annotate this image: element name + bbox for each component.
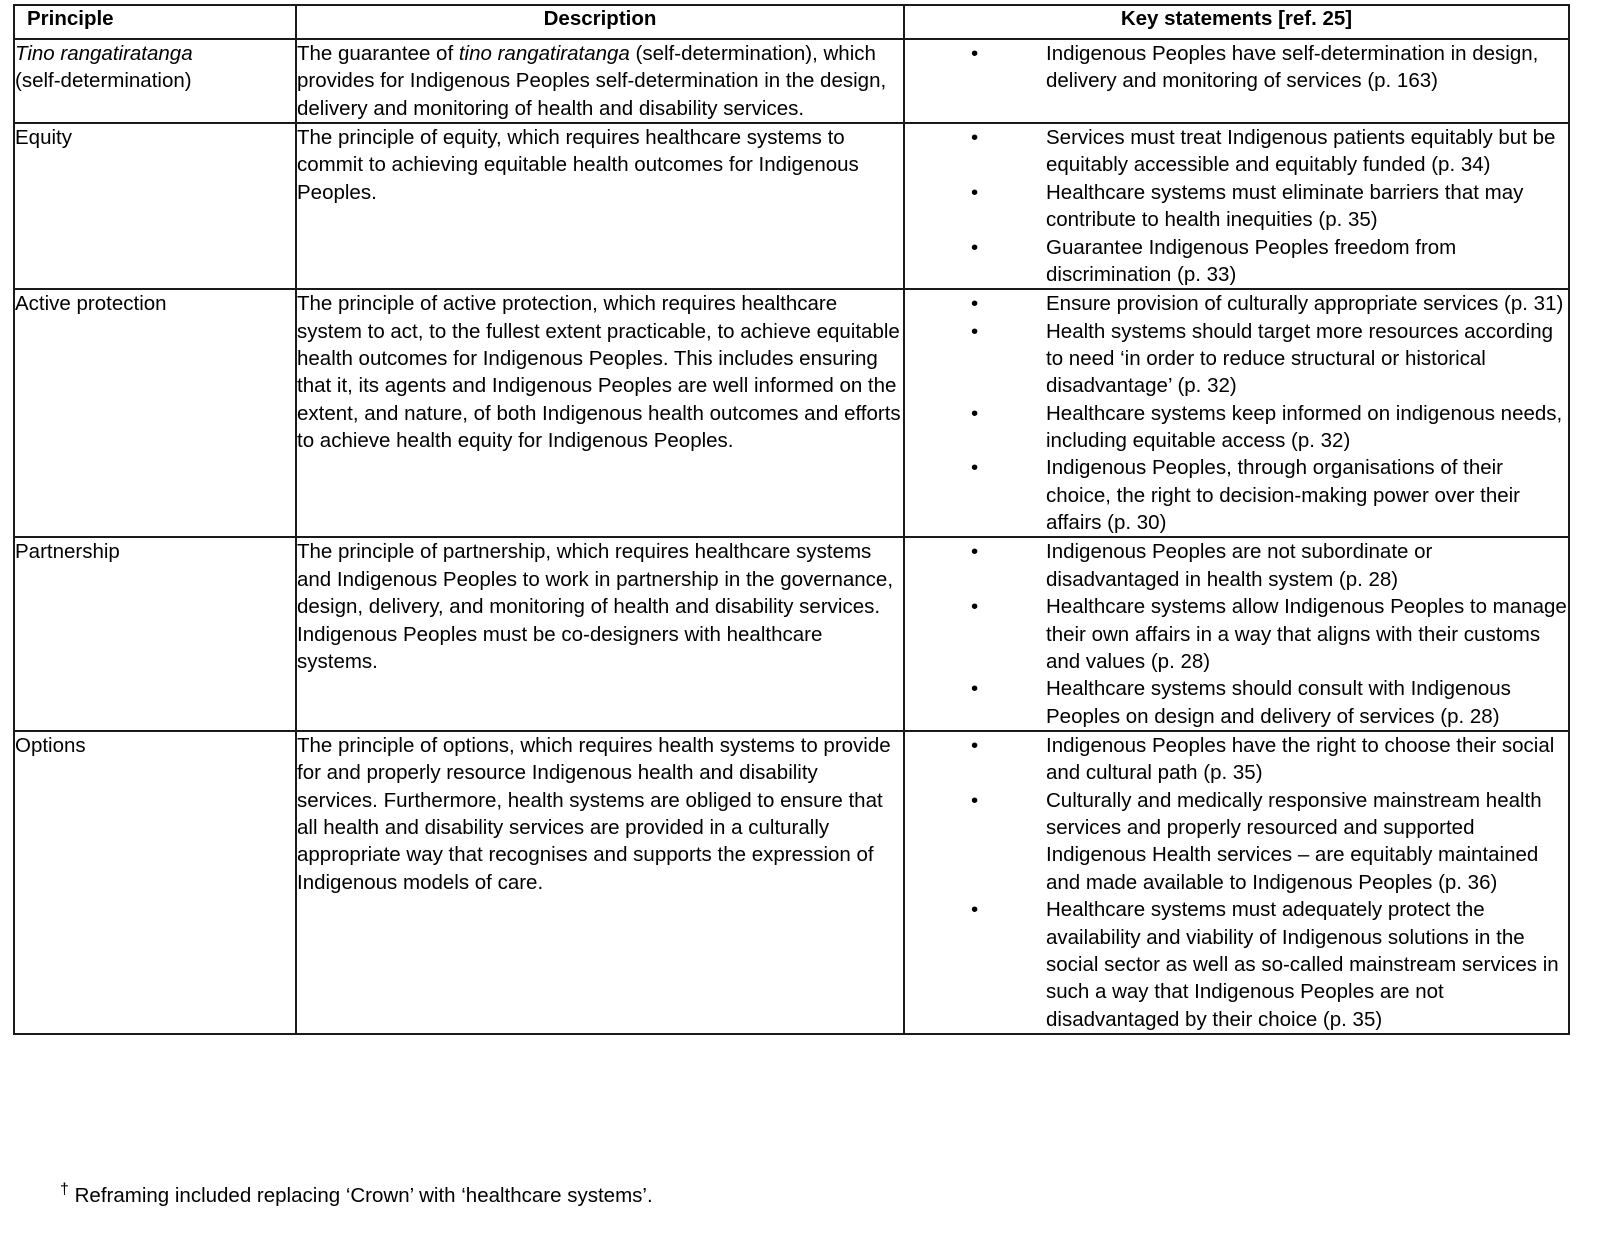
- list-item: [905, 732, 1568, 787]
- list-item-text: Health systems should target more resources according to need ‘in order to reduce structural or historical disadvantage’ (p. 32): [1046, 319, 1554, 398]
- list-item-text: Healthcare systems must eliminate barriers that may contribute to health inequities (p. 35): [1046, 180, 1524, 232]
- cell-principle: Equity: [14, 123, 296, 289]
- description-part-1: The guarantee of: [297, 42, 459, 65]
- cell-description: The principle of active protection, which requires healthcare system to act, to the fullest extent practicable, to achieve equitable health outcomes for Indigenous Peoples. This includes ensuring that it, its agents and Indigenous Peoples are well informed on the extent, and nature, of both Indigenous health outcomes and efforts to achieve health equity for Indigenous Peoples.: [296, 289, 904, 537]
- bullet-icon: [953, 400, 1046, 427]
- key-statements-list: [905, 538, 1568, 730]
- description-italic-term: tino rangatiratanga: [458, 42, 630, 65]
- bullet-icon: [953, 593, 1046, 620]
- table-row: [14, 731, 1569, 1034]
- description-part-2: (self-determination), which provides for Indigenous Peoples self-determination in the design, delivery and monitoring of health and disability services.: [297, 42, 887, 120]
- cell-description: The principle of equity, which requires healthcare systems to commit to achieving equitable health outcomes for Indigenous Peoples.: [296, 123, 904, 289]
- bullet-icon: [953, 896, 1046, 923]
- cell-principle: Active protection: [14, 289, 296, 537]
- list-item-text: Services must treat Indigenous patients equitably but be equitably accessible and equitably funded (p. 34): [1046, 126, 1556, 177]
- key-statements-list: [905, 40, 1568, 95]
- list-item-text: Indigenous Peoples have self-determination in design, delivery and monitoring of services (p. 163): [1046, 42, 1539, 93]
- cell-key-statements: [904, 537, 1569, 731]
- list-item-text: Culturally and medically responsive mainstream health services and properly resourced and supported Indigenous Health services – are equitably maintained and made available to Indigenous Peoples (p. 36): [1046, 788, 1542, 894]
- bullet-icon: [953, 179, 1046, 206]
- list-item-text: Indigenous Peoples have the right to choose their social and cultural path (p. 35): [1046, 733, 1555, 785]
- list-item-text: Guarantee Indigenous Peoples freedom from discrimination (p. 33): [1046, 235, 1457, 286]
- list-item: [905, 538, 1568, 593]
- bullet-icon: [953, 454, 1046, 481]
- list-item: [905, 124, 1568, 179]
- bullet-icon: [953, 124, 1046, 151]
- bullet-icon: [953, 290, 1046, 317]
- list-item-text: Healthcare systems must adequately protect the availability and viability of Indigenous solutions in the social sector as well as so-called mainstream services in such a way that Indigenous Peoples are not disadvantaged by their choice (p. 35): [1046, 898, 1559, 1031]
- cell-principle: [14, 39, 296, 123]
- list-item-text: Healthcare systems allow Indigenous Peoples to manage their own affairs in a way that aligns with their customs and values (p. 28): [1046, 595, 1567, 673]
- cell-description: The principle of partnership, which requires healthcare systems and Indigenous Peoples to work in partnership in the governance, design, delivery, and monitoring of health and disability services. Indigenous Peoples must be co-designers with healthcare systems.: [296, 537, 904, 731]
- table-body: [14, 39, 1569, 1034]
- footnote-text: Reframing included replacing ‘Crown’ with ‘healthcare systems’.: [74, 1183, 653, 1207]
- list-item: [905, 400, 1568, 455]
- principle-name-rest: (self-determination): [15, 69, 192, 93]
- cell-key-statements: [904, 39, 1569, 123]
- list-item-text: Healthcare systems should consult with Indigenous Peoples on design and delivery of services (p. 28): [1046, 677, 1511, 728]
- list-item-text: Ensure provision of culturally appropriate services (p. 31): [1046, 292, 1564, 316]
- cell-principle: Options: [14, 731, 296, 1034]
- footnote-marker: †: [60, 1181, 69, 1198]
- list-item: [905, 40, 1568, 95]
- list-item: [905, 454, 1568, 536]
- cell-key-statements: [904, 731, 1569, 1034]
- bullet-icon: [953, 787, 1046, 814]
- bullet-icon: [953, 675, 1046, 702]
- list-item: [905, 234, 1568, 289]
- list-item: [905, 896, 1568, 1033]
- bullet-icon: [953, 538, 1046, 565]
- list-item: [905, 179, 1568, 234]
- column-header-principle: Principle: [14, 5, 296, 39]
- table-header: [14, 5, 1569, 39]
- list-item: [905, 675, 1568, 730]
- list-item-text: Indigenous Peoples, through organisations of their choice, the right to decision-making power over their affairs (p. 30): [1046, 456, 1521, 535]
- list-item: [905, 290, 1568, 317]
- list-item-text: Healthcare systems keep informed on indigenous needs, including equitable access (p. 32): [1046, 401, 1563, 453]
- table-row: [14, 537, 1569, 731]
- table-row: [14, 289, 1569, 537]
- cell-description: The principle of options, which requires health systems to provide for and properly resource Indigenous health and disability services. Furthermore, health systems are obliged to ensure that all health and disability services are provided in a culturally appropriate way that recognises and supports the expression of Indigenous models of care.: [296, 731, 904, 1034]
- list-item: [905, 787, 1568, 896]
- table-header-row: [14, 5, 1569, 39]
- table-footnote: [60, 1182, 653, 1209]
- list-item: [905, 593, 1568, 675]
- principles-table: [13, 4, 1570, 1035]
- cell-key-statements: [904, 289, 1569, 537]
- table-row: [14, 39, 1569, 123]
- list-item-text: Indigenous Peoples are not subordinate or disadvantaged in health system (p. 28): [1046, 540, 1433, 591]
- column-header-description: Description: [296, 5, 904, 39]
- list-item: [905, 318, 1568, 400]
- bullet-icon: [953, 732, 1046, 759]
- column-header-key-statements: Key statements [ref. 25]: [904, 5, 1569, 39]
- bullet-icon: [953, 234, 1046, 261]
- key-statements-list: [905, 124, 1568, 288]
- cell-description: [296, 39, 904, 123]
- key-statements-list: [905, 290, 1568, 536]
- cell-principle: Partnership: [14, 537, 296, 731]
- table-row: [14, 123, 1569, 289]
- key-statements-list: [905, 732, 1568, 1033]
- principle-name-italic: Tino rangatiratanga: [15, 42, 193, 65]
- bullet-icon: [953, 40, 1046, 67]
- cell-key-statements: [904, 123, 1569, 289]
- bullet-icon: [953, 318, 1046, 345]
